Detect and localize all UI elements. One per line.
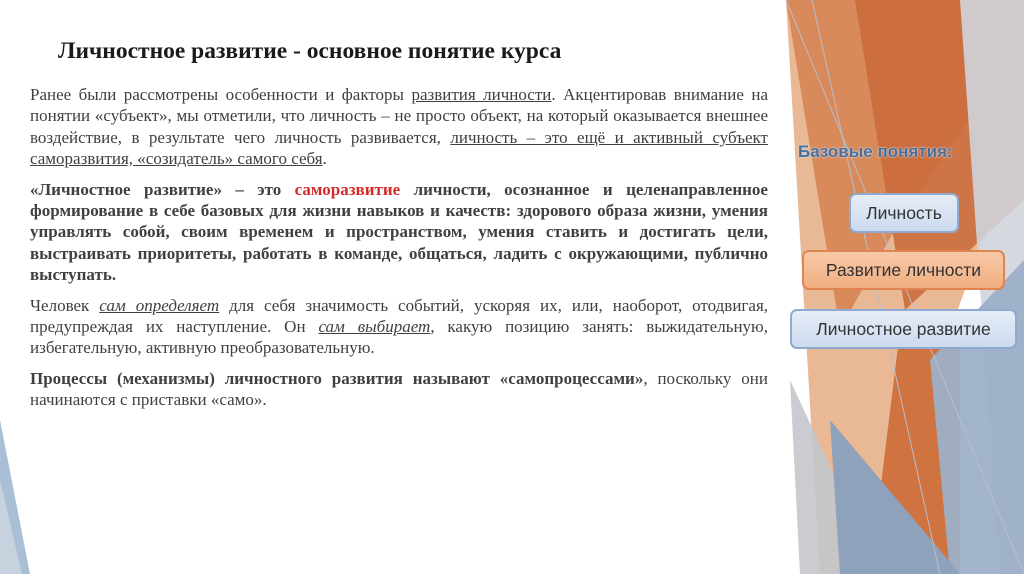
paragraph-definition — [30, 179, 768, 286]
slide-body — [30, 84, 768, 420]
emphasized-phrase: сам выбирает — [318, 317, 431, 337]
emphasized-phrase: сам определяет — [99, 295, 220, 315]
underlined-term: развития личности — [411, 85, 552, 104]
slide-title: Личностное развитие - основное понятие курса — [58, 38, 562, 64]
paragraph-processes — [30, 368, 768, 411]
text-run: личности, осознанное и целенаправленное формирование в себе базовых для жизни навыков и качеств: здорового образа жизни, умения управлять собой, своим временем и пространством, умения ставить и достигать цели, выстраивать приоритеты, работать в команде, общаться, ладить с окружающими, публично выступать. — [30, 179, 768, 285]
text-run: , какую позицию занять: выжидательную, избегательную, активную преобразовательную. — [30, 317, 768, 358]
text-run: . Акцентировав внимание на понятии «субъект», мы отметили, что личность – не просто объект, на который оказывается внешнее воздействие, в результате чего личность развивается, — [30, 85, 768, 147]
concept-pill-personality-development: Развитие личности — [802, 250, 1005, 290]
text-run: «Личностное развитие» – это — [30, 179, 295, 199]
bold-phrase: Процессы (механизмы) личностного развития называют «самопроцессами» — [30, 368, 644, 388]
concept-pill-personality: Личность — [849, 193, 959, 233]
paragraph-intro — [30, 84, 768, 170]
underlined-definition: личность – это ещё и активный субъект саморазвития, «созидатель» самого себя — [30, 127, 768, 169]
concept-pill-personal-growth: Личностное развитие — [790, 309, 1017, 349]
paragraph-choice — [30, 295, 768, 359]
text-run: Ранее были рассмотрены особенности и факторы — [30, 85, 412, 104]
highlighted-term: саморазвитие — [294, 179, 401, 199]
sidebar-heading: Базовые понятия: — [798, 142, 953, 161]
text-run: . — [322, 149, 327, 169]
text-run: , поскольку они начинаются с приставки «само». — [30, 368, 768, 410]
text-run: Человек — [30, 295, 100, 315]
text-run: для себя значимость событий, ускоряя их, или, наоборот, отодвигая, предупреждая их наступление. Он — [30, 295, 769, 337]
